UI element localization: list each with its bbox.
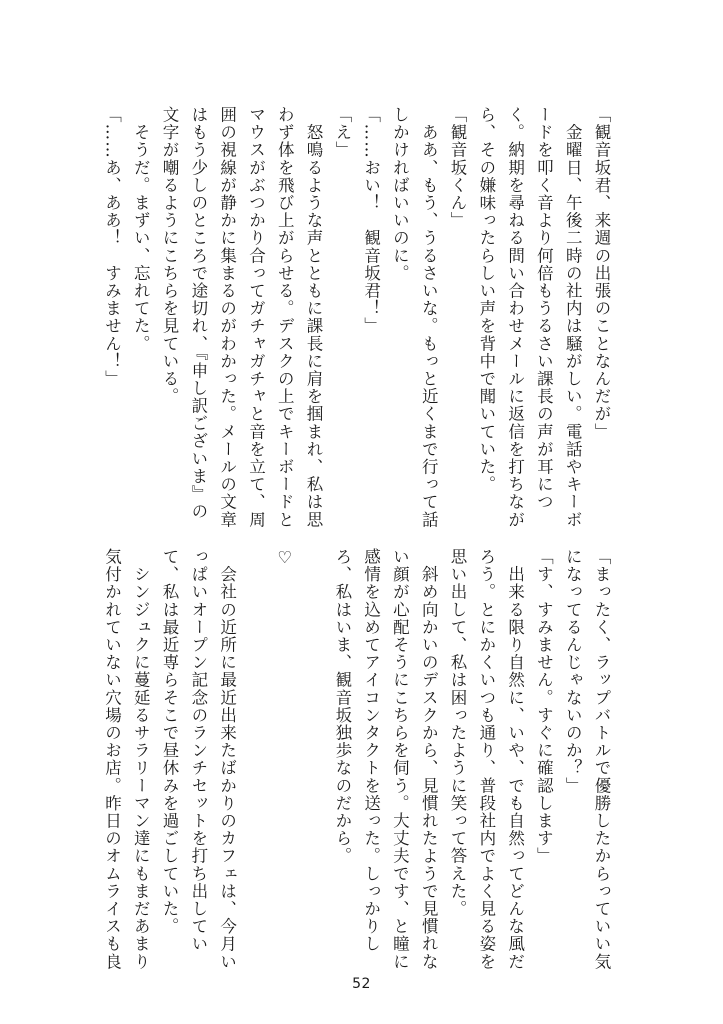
text-line: っぱいオープン記念のランチセットを打ち出してい xyxy=(188,548,208,953)
text-line: になってるんじゃないのか？」 xyxy=(563,548,583,795)
text-line: 文字が嘲るようにこちらを見ている。 xyxy=(160,106,180,406)
text-line: 「観音坂君、来週の出張のことなんだが」 xyxy=(592,106,611,441)
text-line: 斜め向かいのデスクから、見慣れたようで見慣れな xyxy=(419,548,439,971)
text-line: 思い出して、私は困ったように笑って答えた。 xyxy=(448,548,468,918)
text-line: 金曜日、午後二時の社内は騒がしい。電話やキーボ xyxy=(563,106,583,529)
text-line: く。納期を尋ねる問い合わせメールに返信を打ちなが xyxy=(505,106,525,529)
section-break-heart: ♡ xyxy=(275,548,295,569)
text-line: 囲の視線が静かに集まるのがわかった。メールの文章 xyxy=(217,106,237,529)
text-line: わず体を飛び上がらせる。デスクの上でキーボードと xyxy=(275,106,295,529)
text-line: ードを叩く音より何倍もうるさい課長の声が耳につ xyxy=(534,106,554,511)
text-line: シンジュクに蔓延るサラリーマン達にもまだあまり xyxy=(131,548,151,971)
text-line: 感情を込めてアイコンタクトを送った。しっかりし xyxy=(361,548,381,953)
text-line: 「え」 xyxy=(332,106,352,159)
text-line: ああ、もう、うるさいな。もっと近くまで行って話 xyxy=(419,106,439,529)
page-number: 52 xyxy=(352,976,371,992)
blank-line xyxy=(298,548,327,948)
text-line: て、私は最近専らそこで昼休みを過ごしていた。 xyxy=(160,548,180,936)
text-line: 「す、すみません。すぐに確認します」 xyxy=(534,548,554,865)
text-line: はもう少しのところで途切れ、『申し訳ございま』の xyxy=(188,106,208,521)
text-line: ら、その嫌味ったらしい声を背中で聞いていた。 xyxy=(476,106,496,494)
body-text-upper xyxy=(97,106,615,529)
text-line: 「まったく、ラップバトルで優勝したからっていい気 xyxy=(592,548,611,971)
text-line: 怒鳴るような声とともに課長に肩を掴まれ、私は思 xyxy=(304,106,324,529)
text-line: 会社の近所に最近出来たばかりのカフェは、今月い xyxy=(217,548,237,971)
text-line: そうだ。まずい、忘れてた。 xyxy=(131,106,151,353)
text-line: 「……あ、ああ！ すみません！」 xyxy=(102,106,122,388)
text-line: い顔が心配そうにこちらを伺う。大丈夫です、と瞳に xyxy=(390,548,410,971)
body-text-lower xyxy=(97,548,615,971)
text-line: 気付かれていない穴場のお店。昨日のオムライスも良 xyxy=(102,548,122,971)
text-line: 「観音坂くん」 xyxy=(448,106,468,230)
blank-line xyxy=(241,548,270,948)
text-line: 「……おい！ 観音坂君！」 xyxy=(361,106,381,335)
text-line: ろう。とにかくいつも通り、普段社内でよく見る姿を xyxy=(476,548,496,971)
text-line: しかければいいのに。 xyxy=(390,106,410,282)
text-line: マウスがぶつかり合ってガチャガチャと音を立て、周 xyxy=(246,106,266,529)
text-line: 出来る限り自然に、いや、でも自然ってどんな風だ xyxy=(505,548,525,971)
text-line: ろ、私はいま、観音坂独歩なのだから。 xyxy=(332,548,352,865)
